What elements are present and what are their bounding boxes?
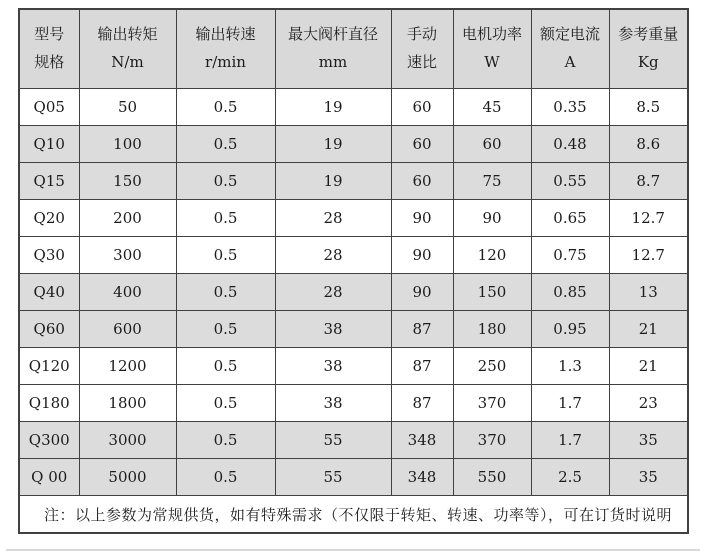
value-cell: 1.7 — [531, 422, 609, 459]
table-footer — [19, 496, 688, 534]
col-header-unit: 规格 — [34, 53, 65, 71]
col-header-output-torque — [79, 9, 176, 89]
note-row — [19, 496, 688, 534]
value-cell: 35 — [609, 422, 688, 459]
value-cell: 370 — [453, 422, 531, 459]
table-row — [19, 459, 688, 496]
value-cell: 12.7 — [609, 237, 688, 274]
model-cell: Q180 — [19, 385, 79, 422]
value-cell: 0.5 — [176, 385, 275, 422]
value-cell: 348 — [391, 459, 453, 496]
scan-shadow-line — [6, 549, 700, 551]
value-cell: 0.55 — [531, 163, 609, 200]
value-cell: 23 — [609, 385, 688, 422]
value-cell: 35 — [609, 459, 688, 496]
value-cell: 60 — [453, 126, 531, 163]
value-cell: 90 — [391, 200, 453, 237]
model-cell: Q10 — [19, 126, 79, 163]
value-cell: 0.5 — [176, 311, 275, 348]
value-cell: 0.5 — [176, 89, 275, 126]
value-cell: 45 — [453, 89, 531, 126]
model-cell: Q40 — [19, 274, 79, 311]
value-cell: 21 — [609, 348, 688, 385]
value-cell: 5000 — [79, 459, 176, 496]
col-header-rated-current — [531, 9, 609, 89]
value-cell: 100 — [79, 126, 176, 163]
value-cell: 28 — [275, 237, 391, 274]
col-header-unit: W — [484, 53, 500, 71]
value-cell: 0.35 — [531, 89, 609, 126]
col-header-motor-power — [453, 9, 531, 89]
model-cell: Q60 — [19, 311, 79, 348]
table-row — [19, 348, 688, 385]
value-cell: 60 — [391, 163, 453, 200]
value-cell: 38 — [275, 311, 391, 348]
value-cell: 150 — [453, 274, 531, 311]
col-header-title: 电机功率 — [461, 25, 522, 44]
value-cell: 8.6 — [609, 126, 688, 163]
value-cell: 0.5 — [176, 274, 275, 311]
value-cell: 0.5 — [176, 163, 275, 200]
col-header-ref-weight — [609, 9, 688, 89]
value-cell: 0.5 — [176, 200, 275, 237]
col-header-title: 参考重量 — [618, 25, 679, 44]
value-cell: 0.5 — [176, 348, 275, 385]
value-cell: 19 — [275, 163, 391, 200]
value-cell: 150 — [79, 163, 176, 200]
value-cell: 0.5 — [176, 126, 275, 163]
value-cell: 120 — [453, 237, 531, 274]
value-cell: 0.48 — [531, 126, 609, 163]
value-cell: 180 — [453, 311, 531, 348]
value-cell: 370 — [453, 385, 531, 422]
value-cell: 87 — [391, 385, 453, 422]
col-header-manual-ratio — [391, 9, 453, 89]
value-cell: 21 — [609, 311, 688, 348]
col-header-title: 输出转矩 — [97, 25, 158, 44]
col-header-unit: Kg — [637, 53, 659, 71]
value-cell: 90 — [453, 200, 531, 237]
value-cell: 55 — [275, 422, 391, 459]
spec-table — [18, 8, 689, 534]
value-cell: 12.7 — [609, 200, 688, 237]
table-row — [19, 126, 688, 163]
value-cell: 13 — [609, 274, 688, 311]
col-header-unit: mm — [318, 53, 348, 71]
value-cell: 0.5 — [176, 237, 275, 274]
table-row — [19, 274, 688, 311]
value-cell: 8.5 — [609, 89, 688, 126]
value-cell: 19 — [275, 89, 391, 126]
value-cell: 87 — [391, 348, 453, 385]
value-cell: 1800 — [79, 385, 176, 422]
value-cell: 2.5 — [531, 459, 609, 496]
value-cell: 19 — [275, 126, 391, 163]
table-row — [19, 237, 688, 274]
model-cell: Q 00 — [19, 459, 79, 496]
model-cell: Q20 — [19, 200, 79, 237]
value-cell: 90 — [391, 274, 453, 311]
value-cell: 600 — [79, 311, 176, 348]
table-row — [19, 385, 688, 422]
model-cell: Q15 — [19, 163, 79, 200]
value-cell: 75 — [453, 163, 531, 200]
col-header-unit: A — [564, 53, 576, 71]
table-body — [19, 89, 688, 496]
col-header-unit: N/m — [111, 53, 144, 71]
table-row — [19, 422, 688, 459]
value-cell: 28 — [275, 200, 391, 237]
table-row — [19, 89, 688, 126]
col-header-title: 输出转速 — [195, 25, 256, 44]
value-cell: 250 — [453, 348, 531, 385]
model-cell: Q120 — [19, 348, 79, 385]
value-cell: 90 — [391, 237, 453, 274]
table-header-row — [19, 9, 688, 89]
model-cell: Q05 — [19, 89, 79, 126]
value-cell: 400 — [79, 274, 176, 311]
value-cell: 0.5 — [176, 422, 275, 459]
value-cell: 0.85 — [531, 274, 609, 311]
value-cell: 60 — [391, 89, 453, 126]
value-cell: 3000 — [79, 422, 176, 459]
value-cell: 8.7 — [609, 163, 688, 200]
col-header-model-spec — [19, 9, 79, 89]
value-cell: 300 — [79, 237, 176, 274]
value-cell: 55 — [275, 459, 391, 496]
col-header-max-stem-diameter — [275, 9, 391, 89]
value-cell: 1.7 — [531, 385, 609, 422]
table-header — [19, 9, 688, 89]
value-cell: 0.5 — [176, 459, 275, 496]
col-header-title: 手动 — [406, 25, 437, 44]
value-cell: 50 — [79, 89, 176, 126]
value-cell: 550 — [453, 459, 531, 496]
model-cell: Q30 — [19, 237, 79, 274]
value-cell: 38 — [275, 385, 391, 422]
col-header-output-speed — [176, 9, 275, 89]
table-note: 注：以上参数为常规供货，如有特殊需求（不仅限于转矩、转速、功率等），可在订货时说明 — [19, 496, 688, 534]
value-cell: 38 — [275, 348, 391, 385]
col-header-unit: r/min — [205, 53, 246, 71]
table-row — [19, 163, 688, 200]
col-header-unit: 速比 — [406, 53, 437, 71]
value-cell: 1200 — [79, 348, 176, 385]
value-cell: 87 — [391, 311, 453, 348]
value-cell: 348 — [391, 422, 453, 459]
col-header-title: 额定电流 — [539, 25, 600, 44]
col-header-title: 最大阀杆直径 — [287, 25, 378, 44]
value-cell: 0.75 — [531, 237, 609, 274]
value-cell: 60 — [391, 126, 453, 163]
table-row — [19, 200, 688, 237]
value-cell: 0.65 — [531, 200, 609, 237]
value-cell: 200 — [79, 200, 176, 237]
model-cell: Q300 — [19, 422, 79, 459]
value-cell: 0.95 — [531, 311, 609, 348]
table-row — [19, 311, 688, 348]
value-cell: 1.3 — [531, 348, 609, 385]
value-cell: 28 — [275, 274, 391, 311]
col-header-title: 型号 — [34, 25, 65, 44]
